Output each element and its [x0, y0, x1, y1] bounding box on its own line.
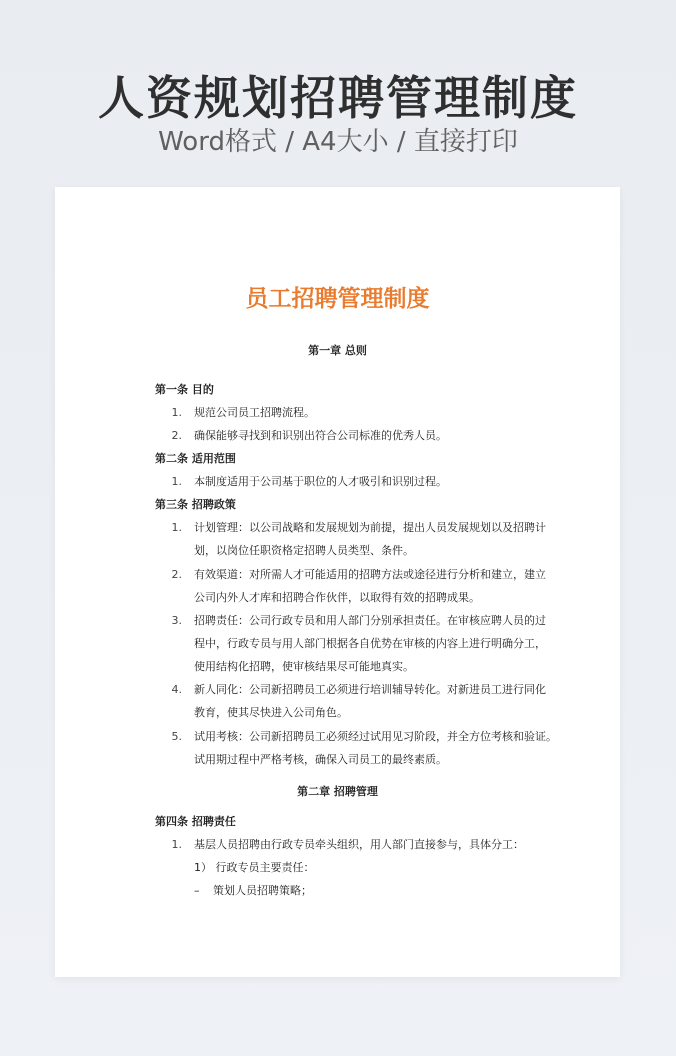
chapter-1-heading: 第一章 总则 — [308, 344, 367, 357]
list-number: 1. — [171, 521, 182, 534]
article-1-heading: 第一条 目的 — [155, 383, 214, 396]
sub-item: 策划人员招聘策略； — [213, 884, 312, 897]
sub-item: 1） 行政专员主要责任： — [194, 861, 315, 874]
document-title: 员工招聘管理制度 — [245, 286, 430, 312]
paragraph-line: 试用期过程中严格考核，确保入司员工的最终素质。 — [194, 753, 447, 766]
paragraph-line: 划，以岗位任职资格定招聘人员类型、条件。 — [194, 544, 414, 557]
hero-subtitle: Word格式 / A4大小 / 直接打印 — [158, 127, 518, 157]
list-number: 1. — [171, 406, 182, 419]
article-3-heading: 第三条 招聘政策 — [155, 498, 236, 511]
list-number: 1. — [171, 838, 182, 851]
paragraph-line: 公司内外人才库和招聘合作伙伴，以取得有效的招聘成果。 — [194, 591, 480, 604]
list-item: 规范公司员工招聘流程。 — [194, 406, 315, 419]
list-number: 2. — [171, 429, 182, 442]
paragraph-line: 试用考核：公司新招聘员工必须经过试用见习阶段，并全方位考核和验证。 — [194, 730, 557, 743]
list-item: 确保能够寻找到和识别出符合公司标准的优秀人员。 — [194, 429, 447, 442]
paragraph-line: 招聘责任：公司行政专员和用人部门分别承担责任。在审核应聘人员的过 — [194, 614, 546, 627]
paragraph-line: 使用结构化招聘，使审核结果尽可能地真实。 — [194, 660, 414, 673]
list-item: 基层人员招聘由行政专员牵头组织，用人部门直接参与，具体分工： — [194, 838, 524, 851]
paragraph-line: 教育，使其尽快进入公司角色。 — [194, 706, 348, 719]
article-4-heading: 第四条 招聘责任 — [155, 815, 236, 828]
list-number: 1. — [171, 475, 182, 488]
list-number: 5. — [171, 730, 182, 743]
paragraph-line: 有效渠道：对所需人才可能适用的招聘方法或途径进行分析和建立，建立 — [194, 568, 546, 581]
article-2-heading: 第二条 适用范围 — [155, 452, 236, 465]
dash-bullet: – — [194, 884, 200, 897]
paragraph-line: 程中，行政专员与用人部门根据各自优势在审核的内容上进行明确分工， — [194, 637, 546, 650]
list-number: 4. — [171, 683, 182, 696]
paragraph-line: 计划管理：以公司战略和发展规划为前提，提出人员发展规划以及招聘计 — [194, 521, 546, 534]
chapter-2-heading: 第二章 招聘管理 — [297, 785, 378, 798]
list-number: 2. — [171, 568, 182, 581]
paragraph-line: 新人同化：公司新招聘员工必须进行培训辅导转化。对新进员工进行同化 — [194, 683, 546, 696]
document-page — [55, 187, 620, 977]
hero-title: 人资规划招聘管理制度 — [98, 71, 578, 125]
list-number: 3. — [171, 614, 182, 627]
list-item: 本制度适用于公司基于职位的人才吸引和识别过程。 — [194, 475, 447, 488]
